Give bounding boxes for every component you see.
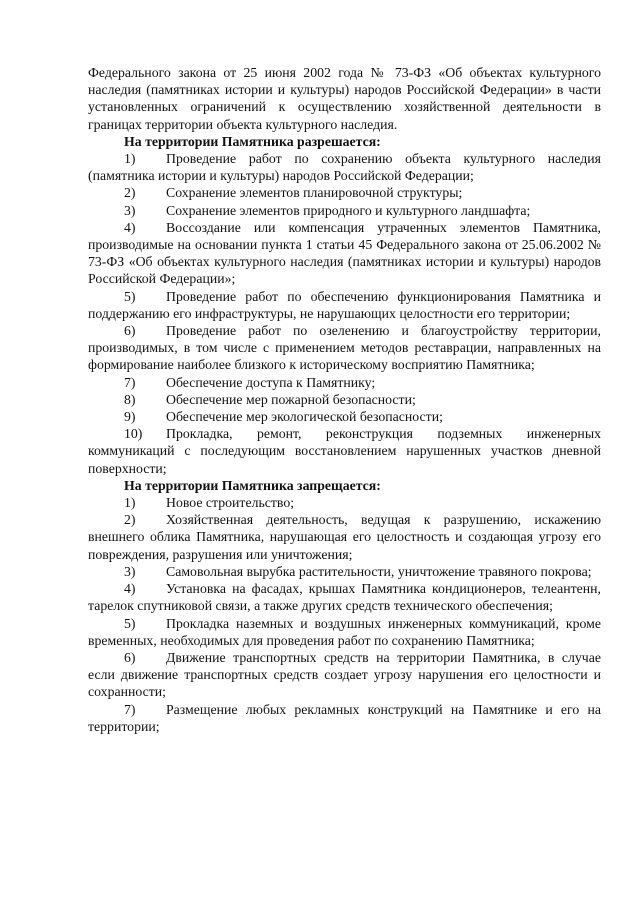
item-text: Проведение работ по озеленению и благоустройству территории, производимых, в том числе с применением методов реставрации, направленных на формирование наиболее близкого к историческому восприятию Памятника; bbox=[88, 323, 601, 373]
intro-paragraph: Федерального закона от 25 июня 2002 года № 73-ФЗ «Об объектах культурного наследия (памятниках истории и культуры) народов Российской Федерации» в части установленных ограничений к осуществлению хозяйственной деятельности в границах территории объекта культурного наследия. bbox=[88, 65, 601, 132]
list-item bbox=[88, 322, 601, 374]
item-number: 8) bbox=[124, 391, 136, 407]
item-number: 9) bbox=[124, 409, 136, 425]
item-number: 7) bbox=[124, 374, 136, 390]
item-text: Прокладка наземных и воздушных инженерных коммуникаций, кроме временных, необходимых для проведения работ по сохранению Памятника; bbox=[88, 615, 601, 648]
forbidden-heading: На территории Памятника запрещается: bbox=[124, 477, 381, 493]
item-text: Новое строительство; bbox=[166, 495, 295, 511]
document-page bbox=[88, 64, 601, 735]
item-text: Прокладка, ремонт, реконструкция подземных инженерных коммуникаций с последующим восстановлением нарушенных участков дневной поверхности; bbox=[88, 426, 601, 476]
item-number: 4) bbox=[124, 219, 136, 235]
list-item bbox=[88, 202, 601, 219]
list-item bbox=[88, 391, 601, 408]
list-item bbox=[88, 494, 601, 511]
list-item bbox=[88, 150, 601, 184]
item-text: Проведение работ по сохранению объекта культурного наследия (памятника истории и культуры) народов Российской Федерации; bbox=[88, 151, 601, 184]
item-number: 1) bbox=[124, 495, 136, 511]
item-text: Воссоздание или компенсация утраченных элементов Памятника, производимые на основании пункта 1 статьи 45 Федерального закона от 25.06.2002 № 73-ФЗ «Об объектах культурного наследия (памятниках истории и культуры) народов Российской Федерации»; bbox=[88, 219, 601, 287]
item-text: Хозяйственная деятельность, ведущая к разрушению, искажению внешнего облика Памятника, нарушающая его целостность и создающая угрозу его повреждения, разрушения или уничтожения; bbox=[88, 512, 601, 562]
item-number: 10) bbox=[124, 426, 143, 442]
item-number: 5) bbox=[124, 288, 136, 304]
item-number: 2) bbox=[124, 185, 136, 201]
forbidden-list bbox=[88, 494, 601, 735]
item-number: 6) bbox=[124, 323, 136, 339]
list-item bbox=[88, 408, 601, 425]
item-number: 3) bbox=[124, 202, 136, 218]
allowed-heading: На территории Памятника разрешается: bbox=[124, 133, 381, 149]
item-text: Обеспечение мер пожарной безопасности; bbox=[166, 391, 416, 407]
list-item bbox=[88, 701, 601, 735]
item-number: 2) bbox=[124, 512, 136, 528]
item-text: Сохранение элементов планировочной структуры; bbox=[166, 185, 463, 201]
item-text: Размещение любых рекламных конструкций на Памятнике и его на территории; bbox=[88, 701, 601, 734]
item-text: Движение транспортных средств на территории Памятника, в случае если движение транспортных средств создает угрозу нарушения его целостности и сохранности; bbox=[88, 649, 601, 700]
item-text: Проведение работ по обеспечению функционирования Памятника и поддержанию его инфраструктуры, не нарушающих целостности его территории; bbox=[88, 288, 601, 321]
list-item bbox=[88, 219, 601, 288]
list-item bbox=[88, 563, 601, 580]
item-text: Сохранение элементов природного и культурного ландшафта; bbox=[166, 202, 531, 218]
list-item bbox=[88, 580, 601, 614]
item-number: 7) bbox=[124, 701, 136, 717]
list-item bbox=[88, 184, 601, 201]
item-text: Самовольная вырубка растительности, уничтожение травяного покрова; bbox=[166, 563, 592, 579]
item-text: Установка на фасадах, крышах Памятника кондиционеров, телеантенн, тарелок спутниковой связи, а также других средств технического обеспечения; bbox=[88, 581, 601, 614]
item-number: 3) bbox=[124, 563, 136, 579]
item-number: 6) bbox=[124, 649, 136, 665]
list-item bbox=[88, 649, 601, 701]
item-text: Обеспечение доступа к Памятнику; bbox=[166, 374, 376, 390]
list-item bbox=[88, 288, 601, 322]
item-text: Обеспечение мер экологической безопасности; bbox=[166, 409, 443, 425]
list-item bbox=[88, 511, 601, 563]
list-item bbox=[88, 425, 601, 477]
item-number: 4) bbox=[124, 581, 136, 597]
item-number: 1) bbox=[124, 151, 136, 167]
list-item bbox=[88, 374, 601, 391]
item-number: 5) bbox=[124, 615, 136, 631]
list-item bbox=[88, 615, 601, 649]
allowed-list bbox=[88, 150, 601, 477]
